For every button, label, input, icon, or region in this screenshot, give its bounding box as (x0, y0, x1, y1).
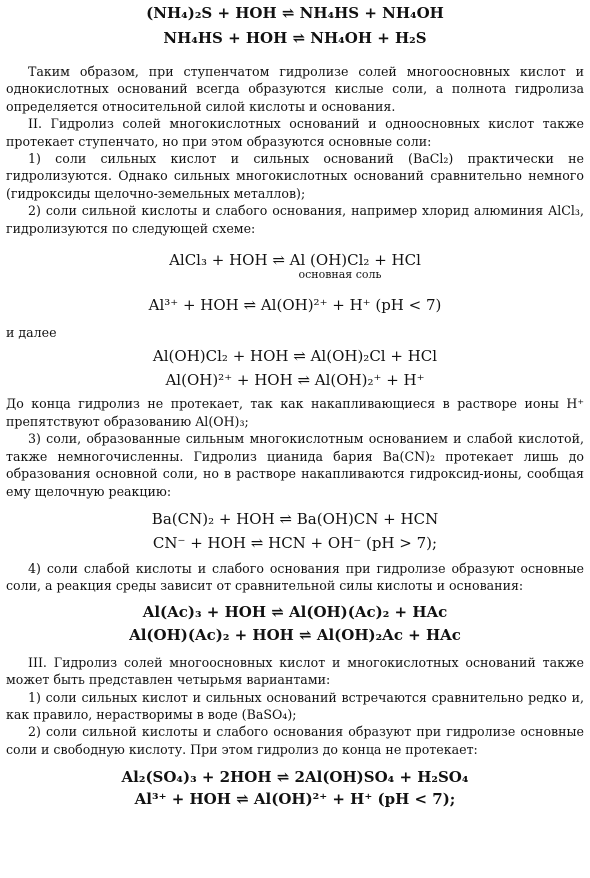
document-page (0, 4, 590, 878)
equation-11: Al₂(SO₄)₃ + 2HOH ⇌ 2Al(OH)SO₄ + H₂SO₄ (121, 768, 469, 787)
equation-4: Al³⁺ + HOH ⇌ Al(OH)²⁺ + H⁺ (pH < 7) (148, 296, 442, 315)
paragraph-7: 4) соли слабой кислоты и слабого основания при гидролизе образуют основные соли, а реакция среды зависит от сравнительной силы кислоты и основания: (6, 560, 584, 594)
paragraph-4: 2) соли сильной кислоты и слабого основания, например хлорид алюминия AlCl₃, гидролизуются по следующей схеме: (6, 203, 584, 236)
paragraph-2: II. Гидролиз солей многокислотных оснований и одноосновных кислот также протекает ступенчато, но при этом образуются основные соли: (6, 116, 584, 149)
equation-7: Ba(CN)₂ + HOH ⇌ Ba(OH)CN + HCN (151, 509, 439, 528)
equation-3-note: основная соль (298, 268, 382, 282)
equation-6: Al(OH)²⁺ + HOH ⇌ Al(OH)₂⁺ + H⁺ (165, 371, 425, 390)
paragraph-10: 2) соли сильной кислоты и слабого основания образуют при гидролизе основные соли и свободную кислоту. При этом гидролиз до конца не протекает: (6, 724, 584, 757)
equation-3: AlCl₃ + HOH ⇌ Al (OH)Cl₂ + HCl (169, 251, 421, 270)
and-further-text: и далее (6, 325, 57, 341)
equation-5: Al(OH)Cl₂ + HOH ⇌ Al(OH)₂Cl + HCl (152, 347, 438, 366)
equation-8: CN⁻ + HOH ⇌ HCN + OH⁻ (pH > 7); (152, 533, 438, 552)
paragraph-3: 1) соли сильных кислот и сильных оснований (BaCl₂) практически не гидролизуются. Однако сильных многокислотных оснований сравнительно немного (гидроксиды щелочно-земельных металлов); (6, 151, 584, 201)
equation-12: Al³⁺ + HOH ⇌ Al(OH)²⁺ + H⁺ (pH < 7); (134, 790, 456, 809)
equation-1: (NH₄)₂S + HOH ⇌ NH₄HS + NH₄OH (146, 4, 444, 22)
paragraph-6: 3) соли, образованные сильным многокислотным основанием и слабой кислотой, также немногочисленны. Гидролиз цианида бария Ba(CN)₂ протекает лишь до образования основной соли, но в растворе накапливаются гидроксид-ионы, сообщая ему щелочную реакцию: (6, 431, 584, 499)
paragraph-5: До конца гидролиз не протекает, так как накапливающиеся в растворе ионы H⁺ препятствуют образованию Al(OH)₃; (6, 396, 584, 429)
equation-10: Al(OH)(Ac)₂ + HOH ⇌ Al(OH)₂Ac + HAc (129, 625, 461, 644)
equation-2: NH₄HS + HOH ⇌ NH₄OH + H₂S (163, 29, 427, 47)
paragraph-1: Таким образом, при ступенчатом гидролизе солей многоосновных кислот и однокислотных оснований всегда образуются кислые соли, а полнота гидролиза определяется относительной силой кислоты и основания. (6, 64, 584, 114)
paragraph-8: III. Гидролиз солей многоосновных кислот и многокислотных оснований также может быть представлен четырьмя вариантами: (6, 654, 584, 688)
paragraph-9: 1) соли сильных кислот и сильных оснований встречаются сравнительно редко и, как правило, нерастворимы в воде (BaSO₄); (6, 689, 584, 722)
equation-9: Al(Ac)₃ + HOH ⇌ Al(OH)(Ac)₂ + HAc (142, 602, 448, 621)
